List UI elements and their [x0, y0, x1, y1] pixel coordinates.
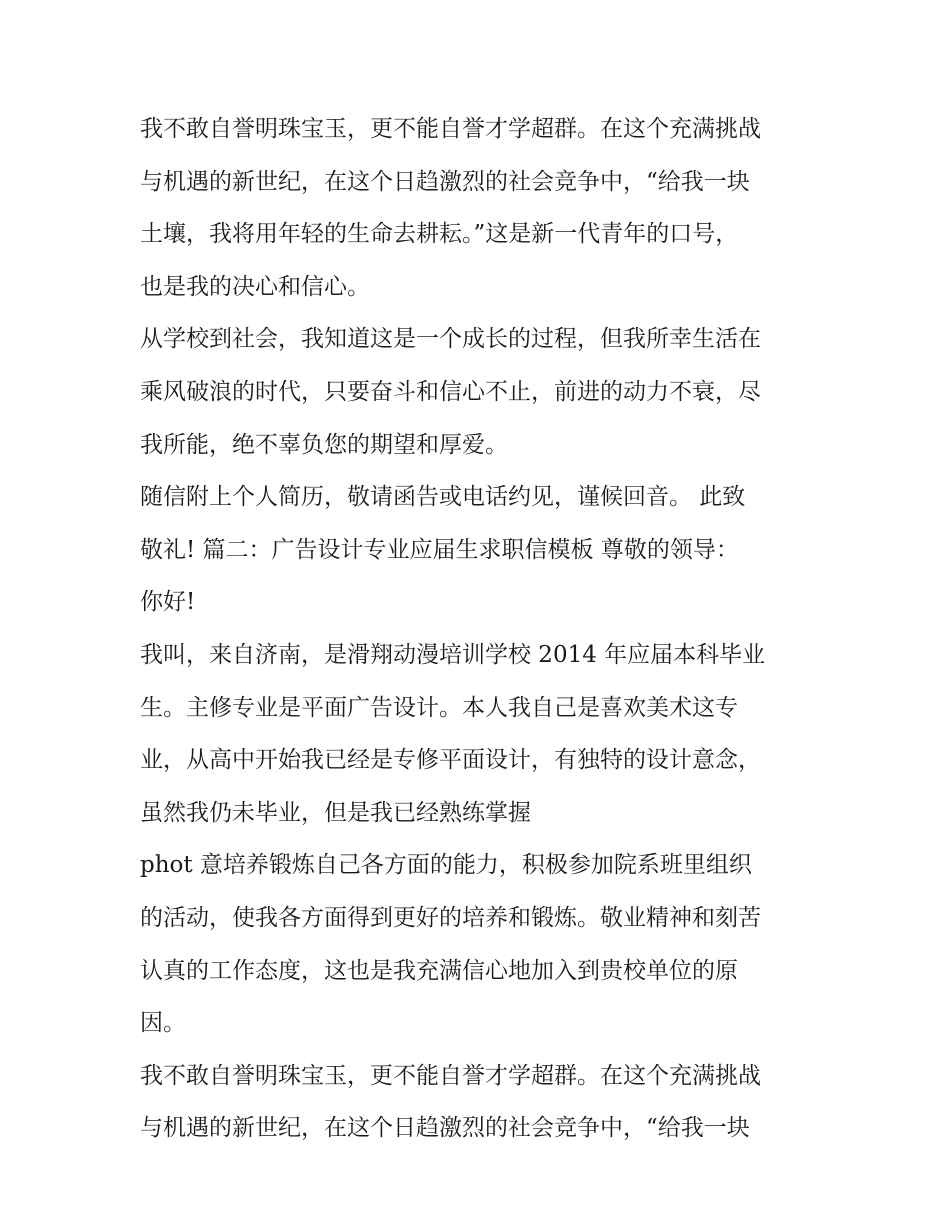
letter-body — [140, 103, 820, 1155]
text-line: 我所能，绝不辜负您的期望和厚爱。 — [140, 431, 508, 458]
text-line: phot 意培养锻炼自己各方面的能力，积极参加院系班里组织 — [140, 852, 752, 879]
text-line: 生。主修专业是平面广告设计。本人我自己是喜欢美术这专 — [140, 694, 738, 721]
text-line: 认真的工作态度，这也是我充满信心地加入到贵校单位的原 — [140, 957, 738, 984]
text-line: 我叫，来自济南，是滑翔动漫培训学校 2014 年应届本科毕业 — [140, 641, 766, 668]
text-line: 我不敢自誉明珠宝玉，更不能自誉才学超群。在这个充满挑战 — [140, 1062, 761, 1089]
text-line: 虽然我仍未毕业，但是我已经熟练掌握 — [140, 799, 531, 826]
text-line: 我不敢自誉明珠宝玉，更不能自誉才学超群。在这个充满挑战 — [140, 116, 761, 142]
text-line: 从学校到社会，我知道这是一个成长的过程，但我所幸生活在 — [140, 326, 761, 353]
text-line: 与机遇的新世纪，在这个日趋激烈的社会竞争中，“给我一块 — [140, 168, 750, 195]
text-line: 随信附上个人简历，敬请函告或电话约见，谨候回音。 此致 — [140, 484, 746, 511]
text-line: 乘风破浪的时代，只要奋斗和信心不止，前进的动力不衰，尽 — [140, 378, 761, 405]
text-line: 敬礼! 篇二：广告设计专业应届生求职信模板 尊敬的领导： — [140, 536, 739, 563]
text-line: 业，从高中开始我已经是专修平面设计，有独特的设计意念， — [140, 747, 761, 774]
text-line: 与机遇的新世纪，在这个日趋激烈的社会竞争中，“给我一块 — [140, 1115, 750, 1142]
text-line: 土壤，我将用年轻的生命去耕耘。”这是新一代青年的口号， — [140, 221, 739, 248]
text-line: 也是我的决心和信心。 — [140, 273, 370, 300]
text-line: 的活动，使我各方面得到更好的培养和锻炼。敬业精神和刻苦 — [140, 904, 761, 931]
text-line: 因。 — [140, 1010, 186, 1037]
text-line: 你好! — [140, 589, 196, 616]
